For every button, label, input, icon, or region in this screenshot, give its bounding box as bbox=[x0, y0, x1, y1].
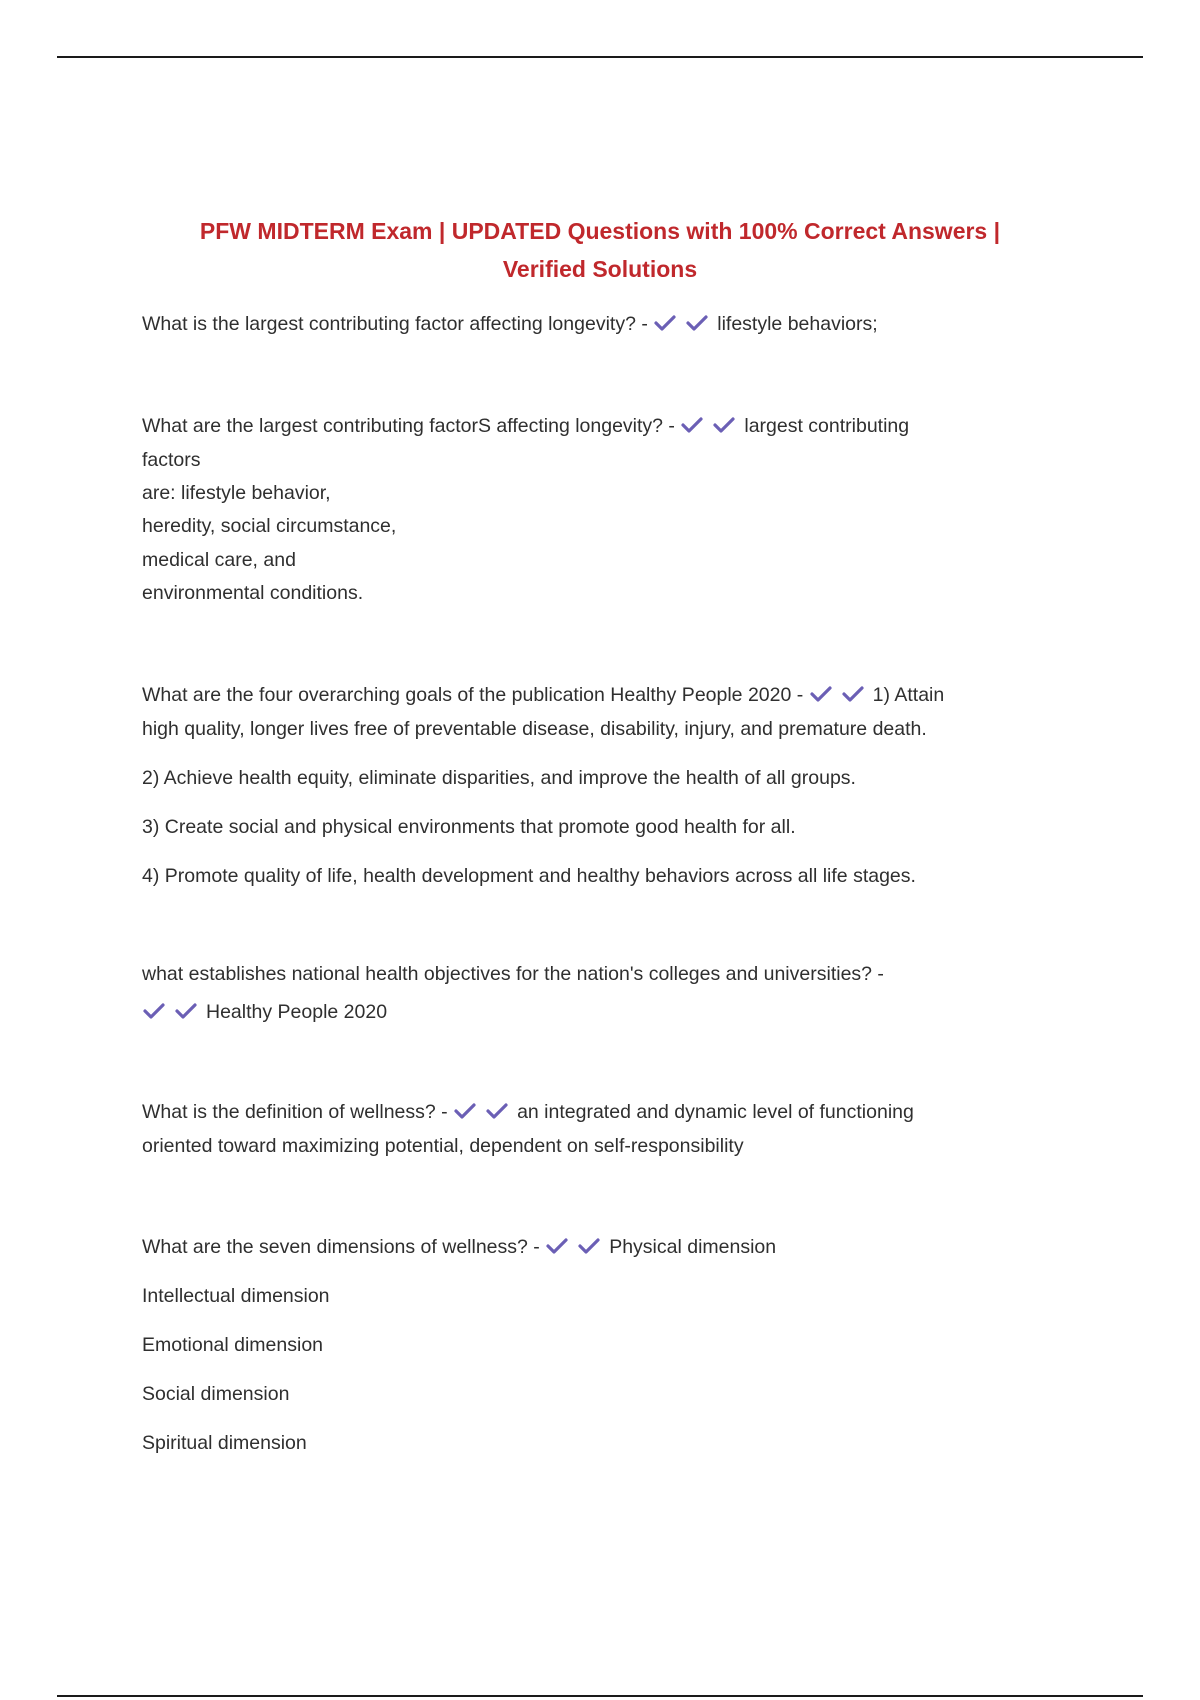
qa-item-2 bbox=[142, 415, 909, 438]
answer-line bbox=[142, 1001, 387, 1024]
check-icon bbox=[174, 1001, 200, 1021]
qa-item-6 bbox=[142, 1236, 776, 1259]
check-icon bbox=[485, 1101, 511, 1121]
check-icon bbox=[142, 1001, 168, 1021]
answer-text: Healthy People 2020 bbox=[206, 1001, 388, 1023]
answer-text: 1) Attain bbox=[872, 684, 945, 706]
answer-line: medical care, and bbox=[142, 549, 296, 571]
answer-text: an integrated and dynamic level of functioning bbox=[517, 1101, 914, 1123]
check-icon bbox=[712, 415, 738, 435]
question-text: What are the four overarching goals of the publication Healthy People 2020 - bbox=[142, 684, 804, 706]
document-title bbox=[150, 212, 1050, 288]
answer-line: 4) Promote quality of life, health development and healthy behaviors across all life stages. bbox=[142, 865, 916, 887]
qa-item-5 bbox=[142, 1101, 914, 1124]
check-icon bbox=[680, 415, 706, 435]
question-text: What are the largest contributing factorS affecting longevity? - bbox=[142, 415, 675, 437]
question-text: What is the largest contributing factor affecting longevity? - bbox=[142, 313, 648, 335]
top-rule bbox=[57, 56, 1143, 58]
qa-item-4 bbox=[142, 963, 884, 986]
answer-text: Physical dimension bbox=[609, 1236, 777, 1258]
answer-text: lifestyle behaviors; bbox=[717, 313, 878, 335]
answer-line: Spiritual dimension bbox=[142, 1432, 307, 1454]
answer-text: largest contributing bbox=[744, 415, 910, 437]
answer-line: Social dimension bbox=[142, 1383, 290, 1405]
answer-line: Intellectual dimension bbox=[142, 1285, 330, 1307]
answer-line: factors bbox=[142, 449, 201, 471]
check-icon bbox=[653, 313, 679, 333]
check-icon bbox=[453, 1101, 479, 1121]
answer-line: 2) Achieve health equity, eliminate disparities, and improve the health of all groups. bbox=[142, 767, 856, 789]
answer-line: are: lifestyle behavior, bbox=[142, 482, 331, 504]
check-icon bbox=[545, 1236, 571, 1256]
answer-line: environmental conditions. bbox=[142, 582, 364, 604]
title-line-1: PFW MIDTERM Exam | UPDATED Questions with 100% Correct Answers | bbox=[199, 218, 1001, 244]
check-icon bbox=[809, 684, 835, 704]
answer-line: Emotional dimension bbox=[142, 1334, 324, 1356]
qa-item-3 bbox=[142, 684, 944, 707]
answer-line: oriented toward maximizing potential, dependent on self-responsibility bbox=[142, 1135, 744, 1157]
title-line-2: Verified Solutions bbox=[502, 256, 698, 282]
check-icon bbox=[577, 1236, 603, 1256]
answer-line: high quality, longer lives free of preventable disease, disability, injury, and premature death. bbox=[142, 718, 927, 740]
answer-line: heredity, social circumstance, bbox=[142, 515, 397, 537]
question-text: What are the seven dimensions of wellness? - bbox=[142, 1236, 540, 1258]
question-text: What is the definition of wellness? - bbox=[142, 1101, 448, 1123]
bottom-rule bbox=[57, 1695, 1143, 1697]
question-text: what establishes national health objectives for the nation's colleges and universities? - bbox=[142, 963, 884, 985]
answer-line: 3) Create social and physical environments that promote good health for all. bbox=[142, 816, 796, 838]
qa-item-1 bbox=[142, 313, 878, 336]
check-icon bbox=[685, 313, 711, 333]
check-icon bbox=[841, 684, 867, 704]
